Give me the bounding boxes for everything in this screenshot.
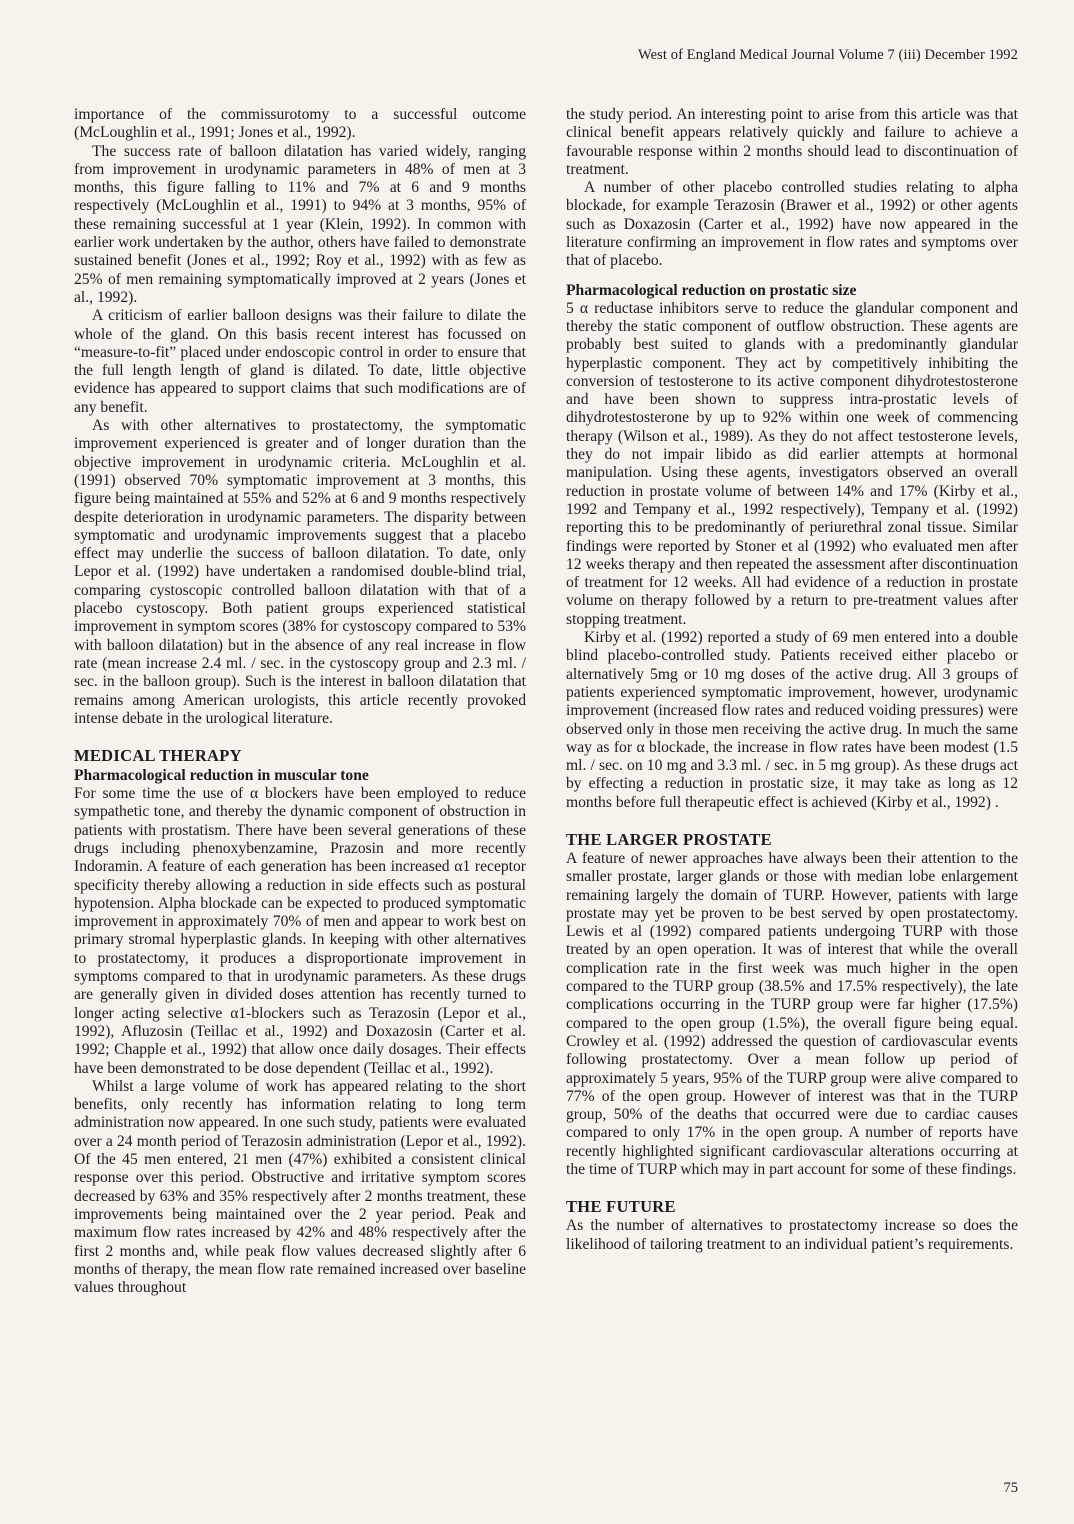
left-column [74, 106, 526, 1297]
left-paragraph-6: Whilst a large volume of work has appeared relating to the short benefits, only recently has information relating to long term administration now appeared. In one such study, patients were evaluated over a 24 month period of Terazosin administration (Lepor et al., 1992). Of the 45 men entered, 21 men (47%) exhibited a consistent clinical response over this period. Obstructive and irritative symptom scores decreased by 63% and 35% respectively after 2 months treatment, these improvements being maintained over the 2 year period. Peak and maximum flow rates increased by 42% and 48% respectively after the first 2 months and, while peak flow values decreased slightly after 6 months of therapy, the mean flow rate remained increased over baseline values throughout [74, 1077, 526, 1297]
right-paragraph-3: 5 α reductase inhibitors serve to reduce the glandular component and thereby the static component of outflow obstruction. These agents are probably best suited to glands with a predominantly glandular hyperplastic component. They act by competitively inhibiting the conversion of testosterone to its active component dihydrotestosterone and have been shown to suppress intra-prostatic levels of dihydrotestosterone by up to 92% within one week of commencing therapy (Wilson et al., 1989). As they do not affect testosterone levels, they do not impair libido as did earlier attempts at hormonal manipulation. Using these agents, investigators observed an overall reduction in prostate volume of between 14% and 17% (Kirby et al., 1992 and Tempany et al., 1992 respectively), Tempany et al. (1992) reporting this to be predominantly of periurethral zonal tissue. Similar findings were reported by Stoner et al (1992) who evaluated men after 12 weeks therapy and then repeated the assessment after discontinuation of treatment for 12 weeks. All had evidence of a reduction in prostate volume on therapy followed by a return to pre-treatment values after stopping treatment. [566, 299, 1018, 628]
page-number: 75 [1003, 1480, 1018, 1496]
subheading-prostatic-size: Pharmacological reduction on prostatic size [566, 281, 857, 299]
heading-the-future: THE FUTURE [566, 1197, 676, 1217]
right-paragraph-5: A feature of newer approaches have always been their attention to the smaller prostate, larger glands or those with median lobe enlargement remaining largely the domain of TURP. However, patients with large prostate may yet be proven to be best served by open prostatectomy. Lewis et al (1992) compared patients undergoing TURP with those treated by an open operation. It was of interest that while the overall complication rate in the first week was much higher in the open compared to the TURP group (38.5% and 17.5% respectively), the late complications occurring in the TURP group were far higher (17.5%) compared to the open group (1.5%), the overall figure being equal. Crowley et al. (1992) addressed the question of cardiovascular events following prostatectomy. Over a mean follow up period of approximately 5 years, 95% of the TURP group were alive compared to 77% of the open group. However of interest was that in the TURP group, 50% of the deaths that occurred were due to cardiac causes compared to only 17% in the open group. A number of reports have recently highlighted significant cardiovascular alterations occurring at the time of TURP which may in part account for some of these findings. [566, 849, 1018, 1179]
left-paragraph-3: A criticism of earlier balloon designs was their failure to dilate the whole of the gland. On this basis recent interest has focussed on “measure-to-fit” placed under endoscopic control in order to ensure that the full length length of gland is dilated. To date, little objective evidence has appeared to support claims that such modifications are of any benefit. [74, 307, 526, 416]
right-paragraph-1: the study period. An interesting point to arise from this article was that clinical benefit appears relatively quickly and failure to achieve a favourable response within 2 months should lead to discontinuation of treatment. [566, 106, 1018, 178]
right-paragraph-4: Kirby et al. (1992) reported a study of 69 men entered into a double blind placebo-controlled study. Patients received either placebo or alternatively 5mg or 10 mg doses of the active drug. All 3 groups of patients experienced symptomatic improvement, however, urodynamic improvement (increased flow rates and reduced voiding pressures) were observed only in those men receiving the active drug. In much the same way as for α blockade, the increase in flow rates have been modest (1.5 ml. / sec. on 10 mg and 3.3 ml. / sec. in 5 mg group). As these drugs act by effecting a reduction in prostatic size, it may take as long as 12 months before full therapeutic effect is achieved (Kirby et al., 1992) . [566, 629, 1018, 811]
heading-larger-prostate: THE LARGER PROSTATE [566, 829, 772, 849]
right-paragraph-6: As the number of alternatives to prostatectomy increase so does the likelihood of tailoring treatment to an individual patient’s requirements. [566, 1217, 1018, 1253]
heading-medical-therapy: MEDICAL THERAPY [74, 746, 242, 766]
journal-header: West of England Medical Journal Volume 7 (iii) December 1992 [638, 47, 1018, 63]
left-paragraph-5: For some time the use of α blockers have been employed to reduce sympathetic tone, and thereby the dynamic component of obstruction in patients with prostatism. There have been several generations of these drugs including phenoxybenzamine, Prazosin and more recently Indoramin. A feature of each generation has been increased α1 receptor specificity thereby allowing a reduction in side effects such as postural hypotension. Alpha blockade can be expected to produced symptomatic improvement in approximately 70% of men and appear to work best on primary stromal hyperplastic glands. In keeping with other alternatives to prostatectomy, it produces a disproportionate improvement in symptoms compared to that in urodynamic parameters. As these drugs are generally given in divided doses attention has recently turned to longer acting selective α1-blockers such as Terazosin (Lepor et al., 1992), Afluzosin (Teillac et al., 1992) and Doxazosin (Carter et al. 1992; Chapple et al., 1992) that allow once daily dosages. Their effects have been demonstrated to be dose dependent (Teillac et al., 1992). [74, 785, 526, 1077]
subheading-muscular-tone: Pharmacological reduction in muscular tone [74, 767, 369, 785]
right-paragraph-2: A number of other placebo controlled studies relating to alpha blockade, for example Terazosin (Brawer et al., 1992) or other agents such as Doxazosin (Carter et al., 1992) have now appeared in the literature confirming an improvement in flow rates and symptoms over that of placebo. [566, 179, 1018, 270]
left-paragraph-2: The success rate of balloon dilatation has varied widely, ranging from improvement in urodynamic parameters in 48% of men at 3 months, this figure falling to 11% and 7% at 6 and 9 months respectively (McLoughlin et al., 1991) to 94% at 3 months, 95% of these remaining successful at 1 year (Klein, 1992). In common with earlier work undertaken by the author, others have failed to demonstrate sustained benefit (Jones et al., 1992; Roy et al., 1992) with as few as 25% of men remaining symptomatically improved at 2 years (Jones et al., 1992). [74, 142, 526, 306]
right-column [566, 106, 1018, 1254]
left-paragraph-4: As with other alternatives to prostatectomy, the symptomatic improvement experienced is greater and of longer duration than the objective improvement in urodynamic criteria. McLoughlin et al. (1991) observed 70% symptomatic improvement at 3 months, this figure being maintained at 55% and 52% at 6 and 9 months respectively despite deterioration in urodynamic parameters. The disparity between symptomatic and urodynamic improvements suggest that a placebo effect may underlie the success of balloon dilatation. To date, only Lepor et al. (1992) have undertaken a randomised double-blind trial, comparing cystoscopic controlled balloon dilatation with that of a placebo cystoscopy. Both patient groups experienced statistical improvement in symptom scores (38% for cystoscopy compared to 53% with balloon dilatation) but in the absence of any real increase in flow rate (mean increase 2.4 ml. / sec. in the cystoscopy group and 2.3 ml. / sec. in the balloon group). Such is the interest in balloon dilatation that remains among American urologists, this article recently provoked intense debate in the urological literature. [74, 417, 526, 727]
left-paragraph-1: importance of the commissurotomy to a successful outcome (McLoughlin et al., 1991; Jones et al., 1992). [74, 106, 526, 142]
